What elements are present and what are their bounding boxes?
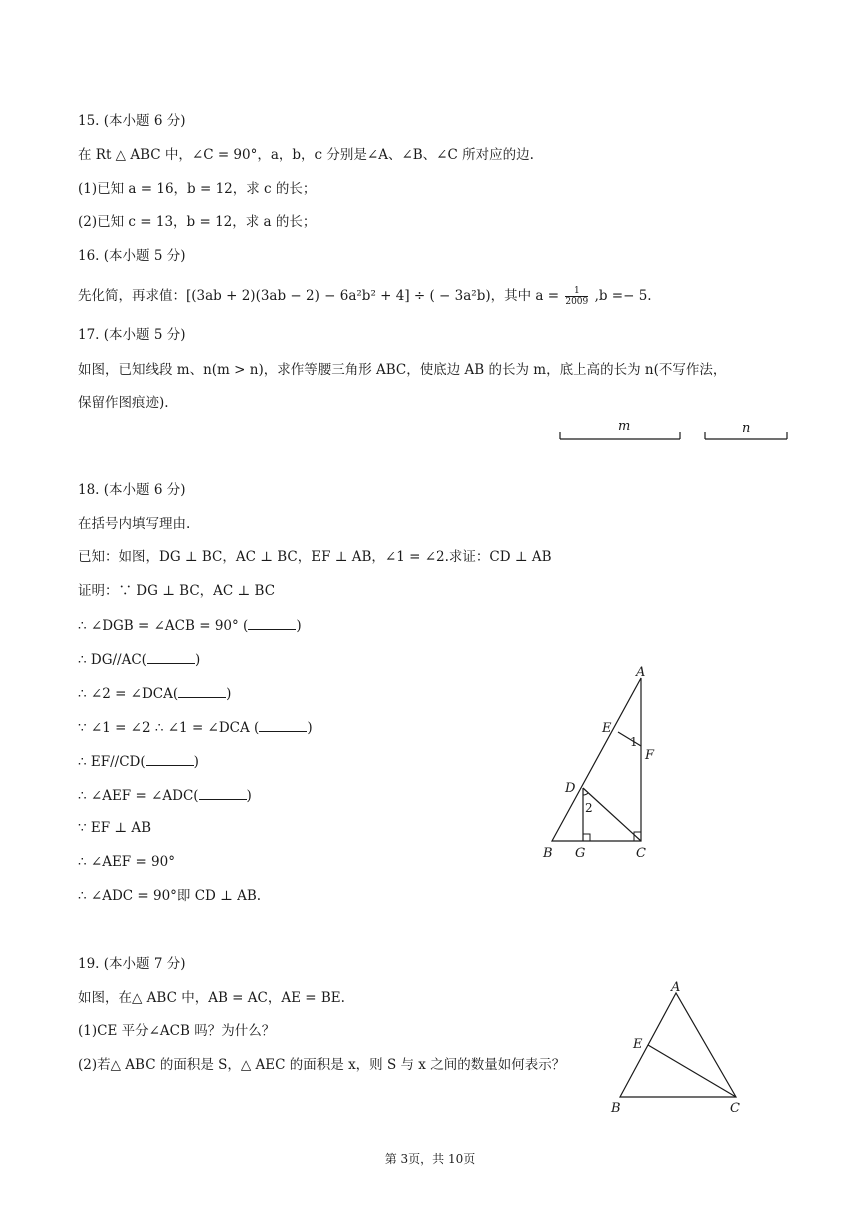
proof-line: ∴ ∠AEF = ∠ADC( ): [78, 788, 252, 804]
q19-header: 19. (本小题 7 分): [78, 956, 186, 972]
answer-blank[interactable]: [147, 650, 195, 664]
q16-expression: [78, 286, 652, 307]
q19-part1: (1)CE 平分∠ACB 吗？为什么？: [78, 1023, 276, 1039]
proof-line: ∴ ∠AEF = 90°: [78, 854, 175, 870]
label-d: D: [565, 781, 576, 796]
right-angle-mark-g: [583, 834, 590, 841]
proof-line: ∴ ∠ADC = 90°即 CD ⊥ AB.: [78, 888, 262, 904]
proof-line: ∵ ∠1 = ∠2 ∴ ∠1 = ∠DCA ( ): [78, 720, 313, 736]
q17-segments-figure: [550, 412, 800, 448]
label-g: G: [575, 846, 586, 861]
q19-stem: 如图，在△ ABC 中，AB = AC，AE = BE.: [78, 990, 345, 1006]
label-c: C: [636, 846, 646, 861]
q16-header: 16. (本小题 5 分): [78, 248, 186, 264]
label-b: B: [611, 1101, 621, 1116]
q18-given: 已知：如图，DG ⊥ BC，AC ⊥ BC，EF ⊥ AB，∠1 = ∠2.求证：CD ⊥ AB: [78, 549, 552, 565]
label-c: C: [730, 1101, 740, 1116]
segment-m-label: m: [618, 419, 631, 434]
answer-blank[interactable]: [178, 684, 226, 698]
q18-header: 18. (本小题 6 分): [78, 482, 186, 498]
segment-m: [560, 419, 680, 439]
q19-part2: (2)若△ ABC 的面积是 S，△ AEC 的面积是 x，则 S 与 x 之间的数量如何表示？: [78, 1057, 566, 1073]
triangle-abc: [552, 678, 641, 841]
angle-arc-2: [583, 793, 588, 795]
label-a: A: [671, 980, 681, 995]
label-a: A: [636, 665, 646, 680]
proof-line: ∴ ∠DGB = ∠ACB = 90° ( ): [78, 618, 302, 634]
proof-line: 证明：∵ DG ⊥ BC，AC ⊥ BC: [78, 583, 276, 599]
segment-n-label: n: [742, 421, 751, 436]
label-angle-1: 1: [630, 735, 638, 749]
q18-triangle-figure: [535, 660, 670, 865]
page-footer: 第 3页，共 10页: [384, 1152, 476, 1166]
q17-header: 17. (本小题 5 分): [78, 327, 186, 343]
label-e: E: [633, 1037, 643, 1052]
answer-blank[interactable]: [146, 752, 194, 766]
proof-line: ∴ ∠2 = ∠DCA( ): [78, 686, 232, 702]
q15-stem: 在 Rt △ ABC 中，∠C = 90°，a，b，c 分别是∠A、∠B、∠C 所对应的边.: [78, 147, 534, 163]
label-b: B: [543, 846, 553, 861]
answer-blank[interactable]: [259, 718, 307, 732]
q16-text-before: 先化简，再求值：[(3ab + 2)(3ab − 2) − 6a²b² + 4] ÷ ( − 3a²b)，其中 a =: [78, 288, 560, 304]
q17-line1: 如图，已知线段 m、n(m > n)，求作等腰三角形 ABC，使底边 AB 的长为 m，底上高的长为 n(不写作法，: [78, 362, 727, 378]
label-e: E: [602, 721, 612, 736]
q16-text-after: ,b =− 5.: [594, 288, 652, 304]
proof-line: ∵ EF ⊥ AB: [78, 820, 152, 836]
q16-fraction: [565, 286, 588, 307]
q16-frac-num: 1: [565, 286, 588, 297]
segment-ce: [648, 1045, 736, 1097]
label-f: F: [645, 748, 655, 763]
q15-part1: (1)已知 a = 16，b = 12，求 c 的长；: [78, 181, 317, 197]
q16-frac-den: 2009: [565, 297, 589, 307]
q15-part2: (2)已知 c = 13，b = 12，求 a 的长；: [78, 214, 317, 230]
q18-instruction: 在括号内填写理由.: [78, 516, 191, 532]
q17-line2: 保留作图痕迹).: [78, 395, 169, 411]
proof-line: ∴ DG//AC( ): [78, 652, 201, 668]
label-angle-2: 2: [585, 801, 593, 815]
proof-line: ∴ EF//CD( ): [78, 754, 199, 770]
q15-header: 15. (本小题 6 分): [78, 113, 186, 129]
answer-blank[interactable]: [199, 786, 247, 800]
answer-blank[interactable]: [248, 616, 296, 630]
q19-triangle-figure: [605, 978, 755, 1118]
segment-n: [705, 421, 787, 439]
